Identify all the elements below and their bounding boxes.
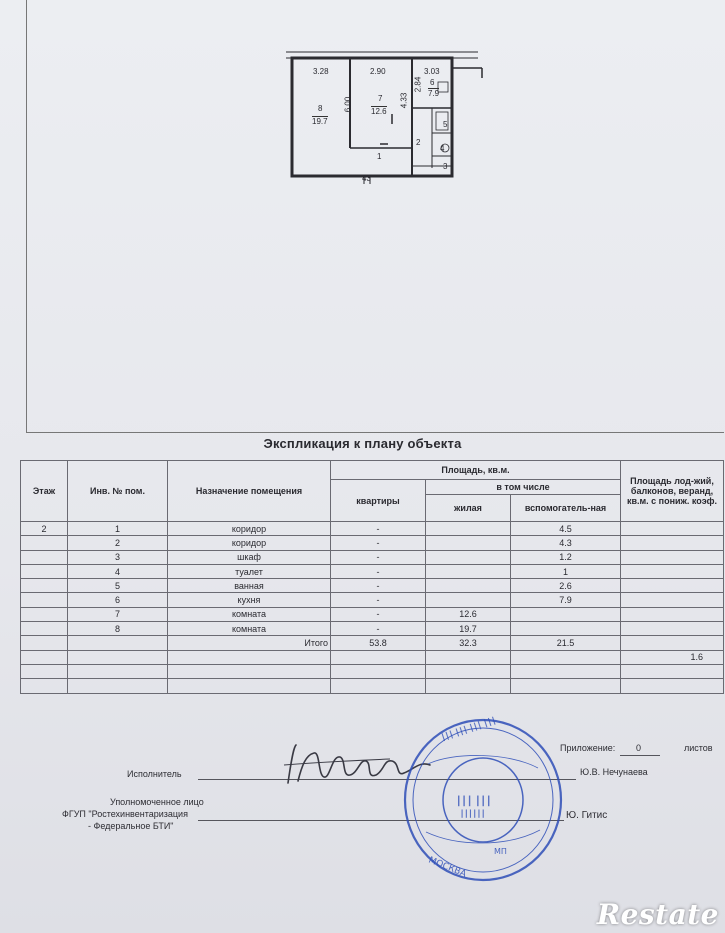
row-living bbox=[426, 564, 511, 578]
plan-label-room-8-area: 19.7 bbox=[312, 117, 328, 126]
row-balc bbox=[621, 536, 724, 550]
svg-text:┃┃┃ ┃┃┃: ┃┃┃ ┃┃┃ bbox=[456, 797, 492, 807]
balc-empty-5 bbox=[426, 650, 511, 664]
explication-title: Экспликация к плану объекта bbox=[263, 436, 462, 451]
total-aux: 21.5 bbox=[511, 636, 621, 650]
row-name: кухня bbox=[168, 593, 331, 607]
row-floor bbox=[21, 579, 68, 593]
plan-label-width-1: 3.28 bbox=[313, 67, 329, 76]
row-balc bbox=[621, 564, 724, 578]
plan-label-entrance: 43 bbox=[362, 174, 371, 183]
row-apt: - bbox=[331, 522, 426, 536]
balcony-value: 1.6 bbox=[621, 650, 724, 664]
row-balc bbox=[621, 522, 724, 536]
row-balc bbox=[621, 550, 724, 564]
header-inv: Инв. № пом. bbox=[68, 461, 168, 522]
executor-label: Исполнитель bbox=[127, 769, 182, 779]
row-name: туалет bbox=[168, 564, 331, 578]
plan-label-room-6-num: 6 bbox=[430, 78, 435, 87]
empty-row bbox=[21, 679, 724, 693]
header-including: в том числе bbox=[426, 480, 621, 495]
floor-plan bbox=[282, 38, 492, 188]
total-living: 32.3 bbox=[426, 636, 511, 650]
table-row bbox=[21, 579, 724, 593]
svg-text:┃┃┃ ┃┃┃ ┃┃┃ ┃┃┃: ┃┃┃ ┃┃┃ ┃┃┃ ┃┃┃ bbox=[440, 716, 498, 742]
row-living: 19.7 bbox=[426, 622, 511, 636]
plan-label-width-3: 3.03 bbox=[424, 67, 440, 76]
row-balc bbox=[621, 579, 724, 593]
row-balc bbox=[621, 593, 724, 607]
balc-empty-6 bbox=[511, 650, 621, 664]
row-name: комната bbox=[168, 607, 331, 621]
row-floor bbox=[21, 593, 68, 607]
stamp-mark: МП bbox=[494, 847, 507, 856]
row-living bbox=[426, 550, 511, 564]
balcony-row bbox=[21, 650, 724, 664]
row-num: 4 bbox=[68, 564, 168, 578]
row-name: коридор bbox=[168, 536, 331, 550]
row-floor bbox=[21, 622, 68, 636]
header-purpose: Назначение помещения bbox=[168, 461, 331, 522]
plan-label-room-8-num: 8 bbox=[318, 104, 323, 113]
header-area: Площадь, кв.м. bbox=[331, 461, 621, 480]
plan-label-length-3: 2.84 bbox=[413, 76, 423, 93]
authorized-line1: Уполномоченное лицо bbox=[110, 797, 204, 807]
appendix-value: 0 bbox=[636, 743, 642, 753]
explication-table bbox=[20, 460, 724, 694]
row-aux: 1.2 bbox=[511, 550, 621, 564]
row-num: 1 bbox=[68, 522, 168, 536]
row-aux: 1 bbox=[511, 564, 621, 578]
row-num: 5 bbox=[68, 579, 168, 593]
row-name: ванная bbox=[168, 579, 331, 593]
row-num: 3 bbox=[68, 550, 168, 564]
empty-row bbox=[21, 664, 724, 678]
row-floor bbox=[21, 607, 68, 621]
row-balc bbox=[621, 607, 724, 621]
table-row bbox=[21, 593, 724, 607]
row-apt: - bbox=[331, 607, 426, 621]
plan-label-room-3: 3 bbox=[443, 162, 448, 171]
row-apt: - bbox=[331, 536, 426, 550]
total-empty-2 bbox=[68, 636, 168, 650]
row-apt: - bbox=[331, 550, 426, 564]
table-row bbox=[21, 536, 724, 550]
header-apartment: квартиры bbox=[331, 480, 426, 522]
table-row bbox=[21, 522, 724, 536]
row-living bbox=[426, 579, 511, 593]
row-aux bbox=[511, 607, 621, 621]
row-num: 7 bbox=[68, 607, 168, 621]
balc-empty-2 bbox=[68, 650, 168, 664]
total-empty-1 bbox=[21, 636, 68, 650]
plan-label-room-6-area: 7.9 bbox=[428, 89, 440, 98]
plan-label-length-1: 6.00 bbox=[343, 96, 353, 113]
row-floor: 2 bbox=[21, 522, 68, 536]
header-auxiliary: вспомогатель-ная bbox=[511, 495, 621, 522]
row-aux: 4.5 bbox=[511, 522, 621, 536]
authorized-line3: - Федеральное БТИ" bbox=[88, 821, 174, 831]
header-floor: Этаж bbox=[21, 461, 68, 522]
row-name: коридор bbox=[168, 522, 331, 536]
balc-empty-1 bbox=[21, 650, 68, 664]
row-aux: 2.6 bbox=[511, 579, 621, 593]
header-living: жилая bbox=[426, 495, 511, 522]
plan-label-room-7-num: 7 bbox=[378, 94, 383, 103]
watermark-logo: Restate bbox=[596, 898, 719, 931]
row-floor bbox=[21, 550, 68, 564]
row-living bbox=[426, 522, 511, 536]
row-floor bbox=[21, 564, 68, 578]
row-num: 6 bbox=[68, 593, 168, 607]
total-row bbox=[21, 636, 724, 650]
official-stamp bbox=[398, 712, 568, 887]
plan-label-width-2: 2.90 bbox=[370, 67, 386, 76]
balc-empty-4 bbox=[331, 650, 426, 664]
plan-label-room-5: 5 bbox=[443, 120, 448, 129]
authorized-line2: ФГУП "Ростехинвентаризация bbox=[62, 809, 188, 819]
plan-label-room-2: 2 bbox=[416, 138, 421, 147]
row-name: шкаф bbox=[168, 550, 331, 564]
total-apt: 53.8 bbox=[331, 636, 426, 650]
row-aux: 7.9 bbox=[511, 593, 621, 607]
row-floor bbox=[21, 536, 68, 550]
row-name: комната bbox=[168, 622, 331, 636]
row-apt: - bbox=[331, 564, 426, 578]
executor-name: Ю.В. Нечунаева bbox=[580, 767, 648, 777]
table-row bbox=[21, 622, 724, 636]
table-row bbox=[21, 550, 724, 564]
total-label: Итого bbox=[168, 636, 331, 650]
row-num: 8 bbox=[68, 622, 168, 636]
row-living: 12.6 bbox=[426, 607, 511, 621]
row-apt: - bbox=[331, 579, 426, 593]
svg-text:┃┃┃┃┃┃: ┃┃┃┃┃┃ bbox=[460, 810, 486, 818]
plan-label-room-7-area: 12.6 bbox=[371, 107, 387, 116]
balc-empty-3 bbox=[168, 650, 331, 664]
row-aux: 4.3 bbox=[511, 536, 621, 550]
row-apt: - bbox=[331, 593, 426, 607]
plan-label-length-2: 4.33 bbox=[399, 92, 409, 109]
appendix-label: Приложение: bbox=[560, 743, 616, 753]
table-row bbox=[21, 607, 724, 621]
authorized-name: Ю. Гитис bbox=[566, 810, 608, 821]
header-balcony: Площадь лод-жий, балконов, веранд, кв.м. с пониж. коэф. bbox=[621, 461, 724, 522]
total-empty-3 bbox=[621, 636, 724, 650]
row-balc bbox=[621, 622, 724, 636]
stamp-text: МОСКВА bbox=[426, 855, 468, 880]
row-apt: - bbox=[331, 622, 426, 636]
plan-label-room-1: 1 bbox=[377, 152, 382, 161]
table-row bbox=[21, 564, 724, 578]
row-aux bbox=[511, 622, 621, 636]
plan-label-room-4: 4 bbox=[440, 144, 445, 153]
appendix-unit: листов bbox=[684, 743, 713, 753]
row-living bbox=[426, 536, 511, 550]
row-living bbox=[426, 593, 511, 607]
row-num: 2 bbox=[68, 536, 168, 550]
